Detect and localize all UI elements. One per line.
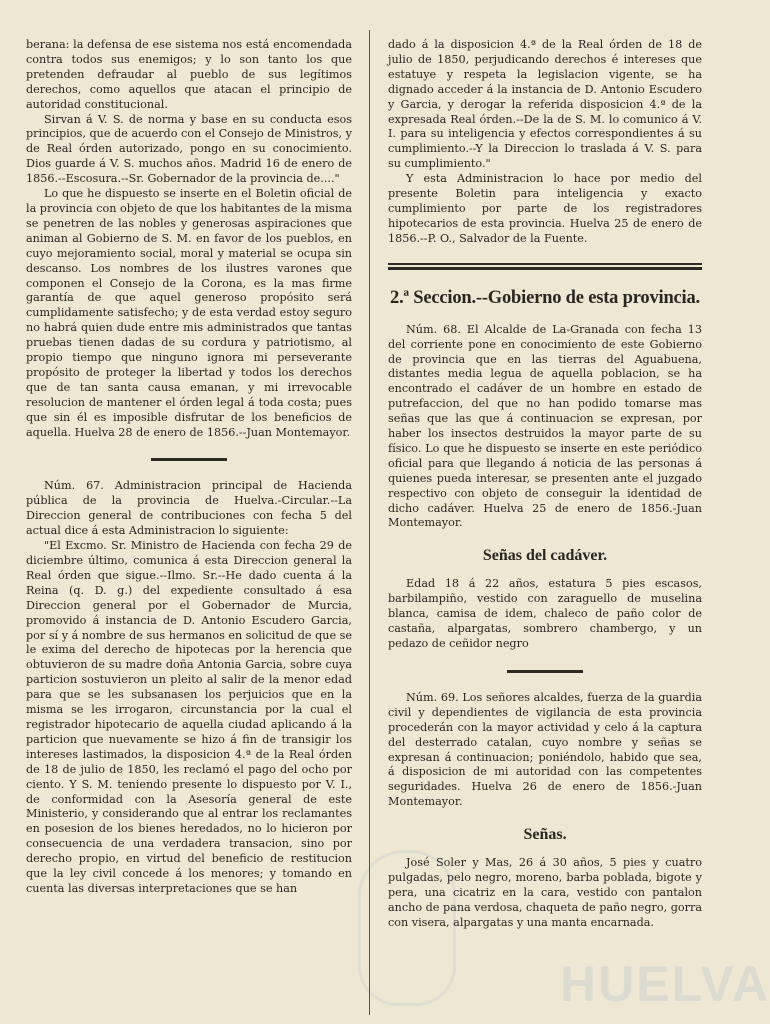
paragraph-fugitive-description: José Soler y Mas, 26 á 30 años, 5 pies y cuatro pulgadas, pelo negro, moreno, barba poblada, bigote y pera, una cicatriz en la cara, vestido con pantalon ancho de pana verdosa, chaqueta de paño negro, gorra con visera, alpargatas y una manta encarnada. (388, 856, 702, 929)
paragraph-num-68: Núm. 68. El Alcalde de La-Granada con fecha 13 del corriente pone en conocimiento de este Gobierno de provincia que en las tierras del Aguabuena, distantes media legua de aquella poblacion, se ha encontrado el cadáver de un hombre en estado de putrefaccion, del que no han podido tomarse mas señas que las que á continuacion se expresan, por haber los insectos destruidos la mayor parte de su físico. Lo que he dispuesto se inserte en este periódico oficial para que llegando á noticia de las personas á quienes pueda interesar, se presenten ante el juzgado respectivo con objeto de conseguir la identidad de dicho cadáver. Huelva 25 de enero de 1856.-Juan Montemayor. (388, 322, 702, 530)
paragraph-continuation-right: dado á la disposicion 4.ª de la Real órden de 18 de julio de 1850, perjudicando derechos é intereses que estatuye y respeta la legislacion vigente, se ha dignado acceder á la instancia de D. Antonio Escudero y Garcia, y derogar la referida disposicion 4.ª de la expresada Real órden.--De la de S. M. lo comunico á V. I. para su inteligencia y efectos correspondientes á su cumplimiento.--Y la Direccion lo traslada á V. S. para su cumplimiento." (388, 38, 702, 171)
column-divider (369, 30, 370, 1015)
subtitle-senas: Señas. (523, 826, 567, 844)
huelva-watermark: HUELVA (560, 956, 770, 1012)
paragraph-num-67: Núm. 67. Administracion principal de Hacienda pública de la provincia de Huelva.-Circular.--La Direccion general de contribuciones con fecha 5 del actual dice á esta Administracion lo siguiente: (26, 479, 352, 538)
paragraph-continuation: berana: la defensa de ese sistema nos está encomendada contra todos sus enemigos; y lo son tanto los que pretenden defraudar al pueblo de sus legítimos derechos, como aquellos que atacan el principio de autoridad constitucional. (26, 38, 352, 111)
right-column (388, 38, 702, 931)
article-separator-right (507, 670, 583, 673)
paragraph-royal-order-close: Sirvan á V. S. de norma y base en su conducta esos principios, que de acuerdo con el Consejo de Ministros, y de Real órden autorizado, pongo en su conocimiento. Dios guarde á V. S. muchos años. Madrid 16 de enero de 1856.--Escosura.--Sr. Gobernador de la provincia de...." (26, 112, 352, 186)
section-double-rule (388, 263, 702, 270)
article-separator (151, 458, 227, 461)
section-title: 2.ª Seccion.--Gobierno de esta provincia. (390, 287, 700, 308)
paragraph-governor-note: Lo que he dispuesto se inserte en el Boletin oficial de la provincia con objeto de que los habitantes de la misma se penetren de las nobles y generosas aspiraciones que animan al Gobierno de S. M. en favor de los pueblos, en cuyo mejoramiento social, moral y material se ocupa sin descanso. Los nombres de los ilustres varones que componen el Consejo de la Corona, es la mas firme garantía de que aquel generoso propósito será cumplidamente satisfecho; y de esta verdad estoy seguro no habrá quien dude entre mis administrados que tantas pruebas tienen dadas de su cordura y patriotismo, al propio tiempo que ninguno ignora mi perseverante propósito de proteger la libertad y todos los derechos que de tan santa causa emanan, y mi irrevocable resolucion de mantener el órden legal á toda costa; pues que sin él es imposible disfrutar de los beneficios de aquella. Huelva 28 de enero de 1856.--Juan Montemayor. (26, 187, 352, 439)
paragraph-administration-note: Y esta Administracion lo hace por medio del presente Boletin para inteligencia y exacto cumplimiento por parte de los registradores hipotecarios de esta provincia. Huelva 25 de enero de 1856.--P. O., Salvador de la Fuente. (388, 172, 702, 245)
paragraph-corpse-description: Edad 18 á 22 años, estatura 5 pies escasos, barbilampiño, vestido con zaraguello de muselina blanca, camisa de idem, chaleco de paño color de castaña, alpargatas, sombrero chambergo, y un pedazo de ceñidor negro (388, 577, 702, 650)
paragraph-num-69: Núm. 69. Los señores alcaldes, fuerza de la guardia civil y dependientes de vigilancia de esta provincia procederán con la mayor actividad y celo á la captura del desterrado catalan, cuyo nombre y señas se expresan á continuacion; poniéndolo, habido que sea, á disposicion de mi autoridad con las competentes seguridades. Huelva 26 de enero de 1856.-Juan Montemayor. (388, 690, 702, 809)
left-column (26, 38, 352, 897)
subtitle-senas-cadaver: Señas del cadáver. (482, 547, 608, 565)
paragraph-royal-order-text: "El Excmo. Sr. Ministro de Hacienda con fecha 29 de diciembre último, comunica á esta Direccion general la Real órden que sigue.--Ilmo. Sr.--He dado cuenta á la Reina (q. D. g.) del expediente consultado á esa Direccion general por el Gobernador de Murcia, promovido á instancia de D. Antonio Escudero Garcia, por sí y á nombre de sus hermanos en solicitud de que se le exima del derecho de hipotecas por la herencia que obtuvieron de su madre doña Antonia Garcia, sobre cuya particion sostuvieron un pleito al salir de la menor edad para que se les subsanasen los perjuicios que en la misma se les irrogaron, circunstancia por la cual el registrador hipotecario de aquella ciudad aplicando á la particion que nuevamente se hizo á fin de transigir los intereses lastimados, la disposicion 4.ª de la Real órden de 18 de julio de 1850, les reclamó el pago del ocho por ciento. Y S. M. teniendo presente lo dispuesto por V. I., de conformidad con la Asesoría general de este Ministerio, y considerando que al entrar los reclamantes en posesion de los bienes heredados, no lo hicieron por consecuencia de una verdadera transacion, sino por derecho propio, en virtud del beneficio de restitucion que la ley civil concede á los menores; y tomando en cuenta las diversas interpretaciones que se han (26, 539, 352, 895)
